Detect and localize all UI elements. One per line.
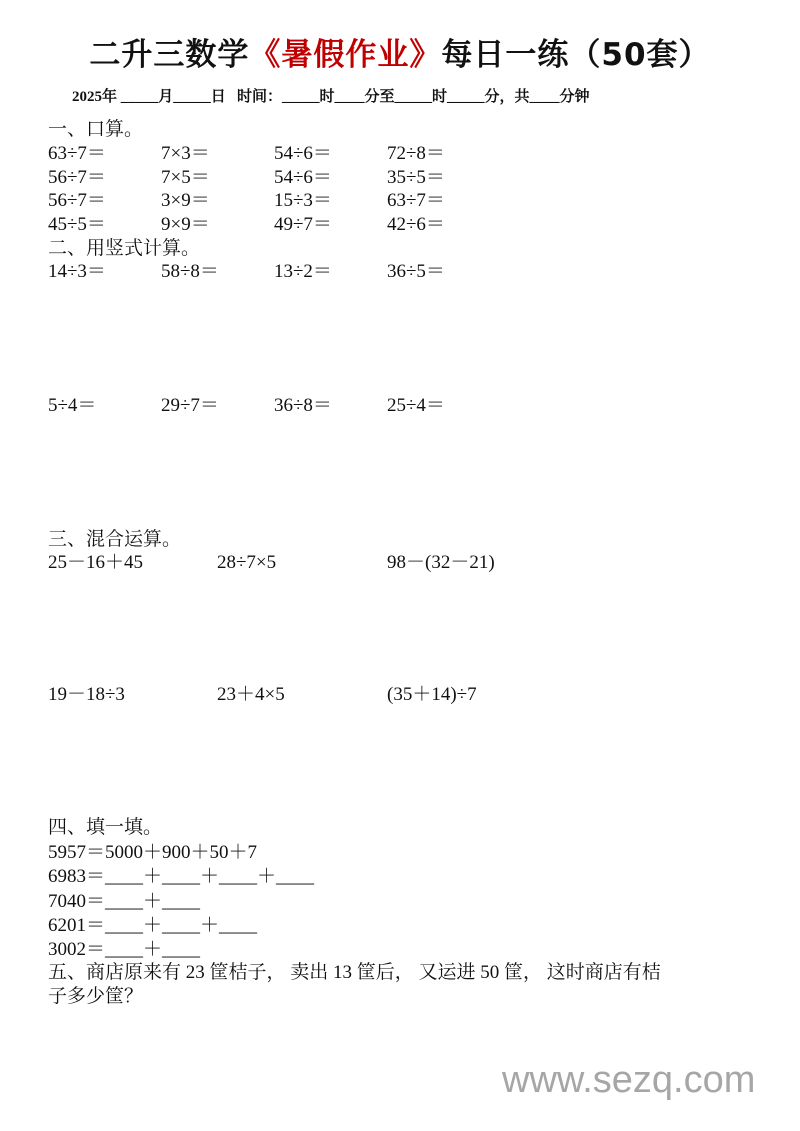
problem: 35÷5＝ [387,167,445,188]
problem: 7×3＝ [161,143,210,164]
fill-in-line: 6201＝____＋____＋____ [48,915,258,936]
title-part2: 每日一练（50套） [441,37,711,73]
page-title [0,34,800,76]
word-problem: 子多少筐？ [48,986,144,1007]
problem: 15÷3＝ [274,190,332,211]
problem: (35＋14)÷7 [387,684,477,705]
problem: 3×9＝ [161,190,210,211]
fill-in-line: 5957＝5000＋900＋50＋7 [48,842,258,863]
problem: 13÷2＝ [274,261,332,282]
problem: 25÷4＝ [387,395,445,416]
title-highlight: 《暑假作业》 [249,37,442,73]
fill-in-line: 3002＝____＋____ [48,939,201,960]
problem: 42÷6＝ [387,214,445,235]
problem: 49÷7＝ [274,214,332,235]
problem: 9×9＝ [161,214,210,235]
problem: 7×5＝ [161,167,210,188]
problem: 14÷3＝ [48,261,106,282]
section-heading: 三、混合运算。 [48,529,182,550]
problem: 72÷8＝ [387,143,445,164]
problem: 28÷7×5 [217,552,277,573]
problem: 56÷7＝ [48,167,106,188]
section-heading: 四、填一填。 [48,817,163,838]
problem: 98－(32－21) [387,552,495,573]
problem: 19－18÷3 [48,684,125,705]
problem: 25－16＋45 [48,552,144,573]
problem: 36÷8＝ [274,395,332,416]
section-heading: 二、用竖式计算。 [48,238,201,259]
problem: 36÷5＝ [387,261,445,282]
problem: 63÷7＝ [387,190,445,211]
problem: 63÷7＝ [48,143,106,164]
word-problem: 五、商店原来有 23 筐桔子， 卖出 13 筐后， 又运进 50 筐， 这时商店有桔 [48,962,661,983]
watermark: www.sezq.com [502,1059,756,1101]
fill-in-line: 6983＝____＋____＋____＋____ [48,866,315,887]
section-heading: 一、口算。 [48,119,144,140]
problem: 45÷5＝ [48,214,106,235]
fill-in-line: 7040＝____＋____ [48,891,201,912]
title-part1: 二升三数学 [89,37,250,73]
problem: 54÷6＝ [274,143,332,164]
problem: 29÷7＝ [161,395,219,416]
problem: 56÷7＝ [48,190,106,211]
problem: 58÷8＝ [161,261,219,282]
problem: 54÷6＝ [274,167,332,188]
problem: 5÷4＝ [48,395,97,416]
date-time-line: 2025年 _____月_____日 时间：_____时____分至_____时_____分，共____分钟 [72,89,590,105]
problem: 23＋4×5 [217,684,285,705]
